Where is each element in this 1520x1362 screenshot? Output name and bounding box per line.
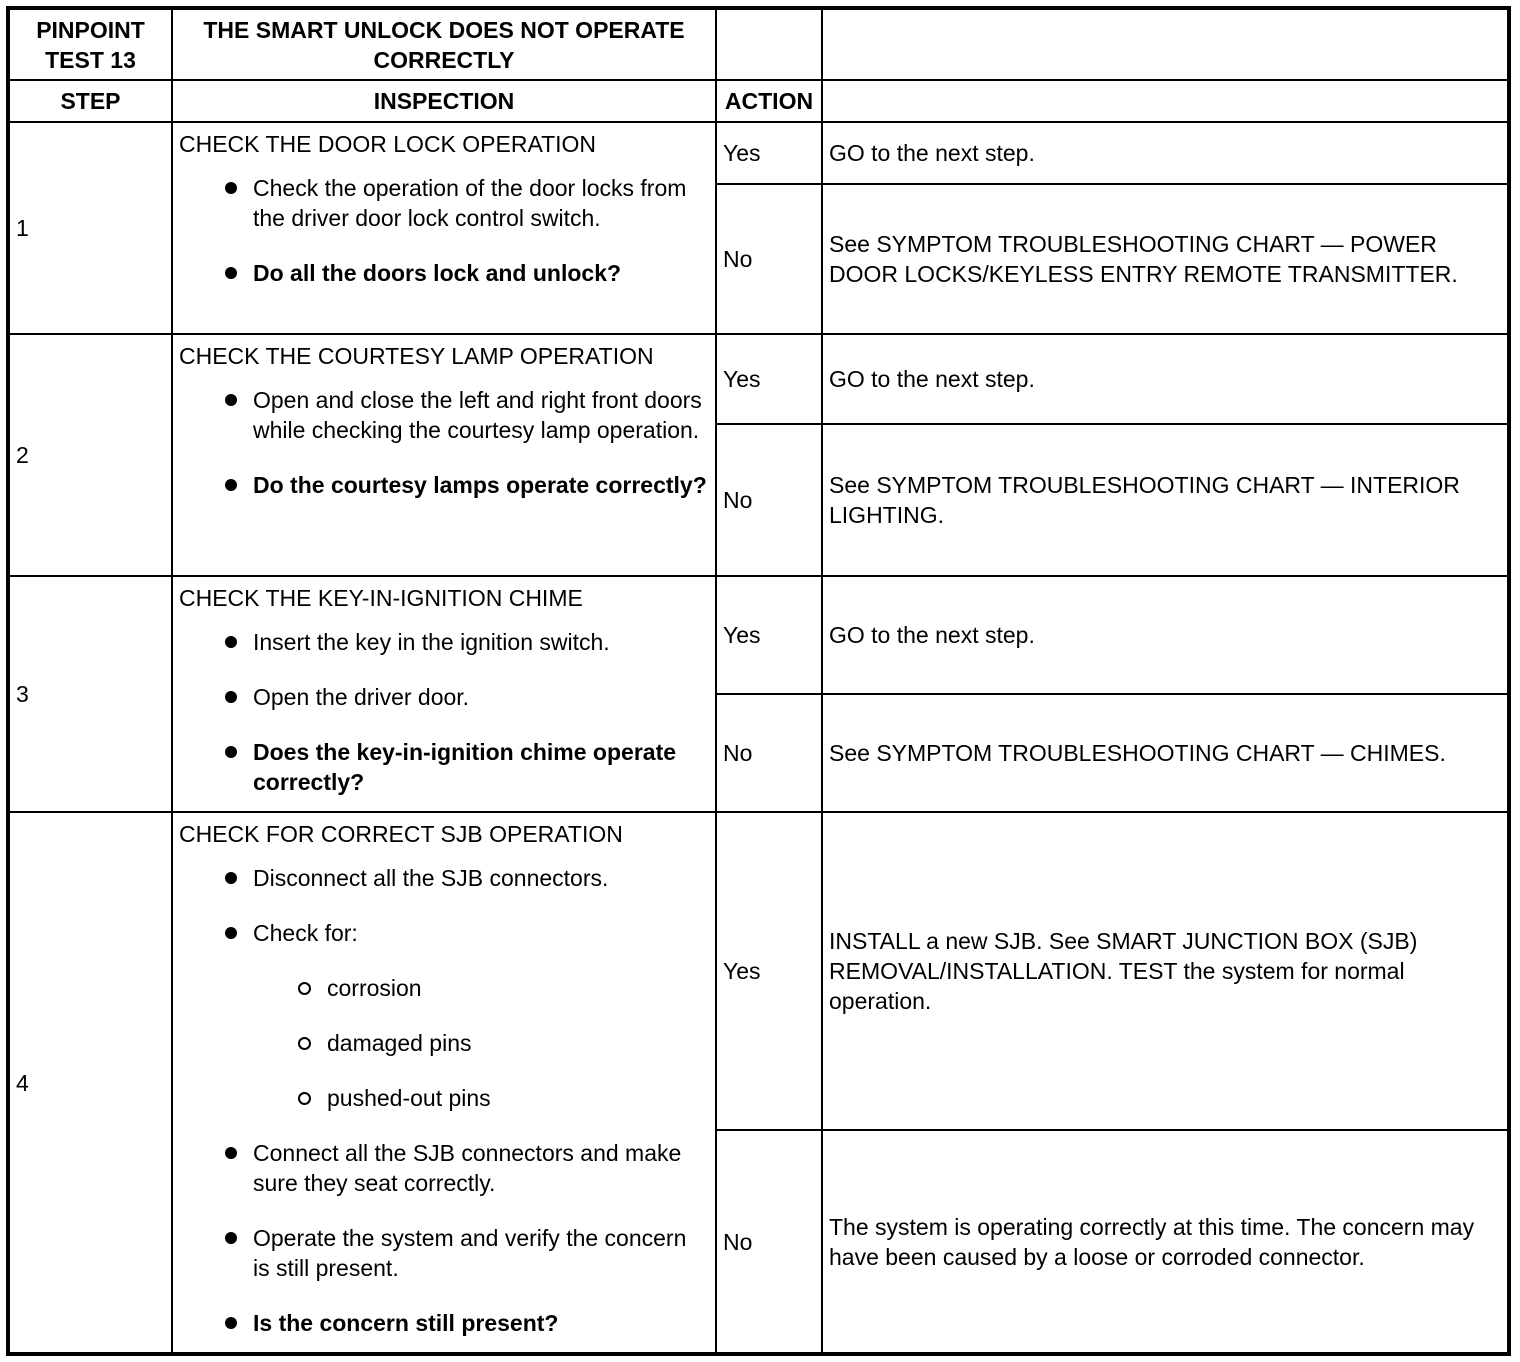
col-header-action: ACTION [716,80,822,122]
question-bullet: Do the courtesy lamps operate correctly? [223,470,709,500]
empty-header-cell [822,80,1509,122]
bullet-item: Disconnect all the SJB connectors. [223,863,709,893]
no-action: The system is operating correctly at this time. The concern may have been caused by a loose or corroded connector. [822,1130,1509,1354]
bullet-list [179,173,709,288]
step-1-inspection [172,122,716,334]
no-action: See SYMPTOM TROUBLESHOOTING CHART — POWER DOOR LOCKS/KEYLESS ENTRY REMOTE TRANSMITTER. [822,184,1509,334]
no-label: No [716,694,822,812]
step-3-yes-row [8,576,1509,694]
yes-action: GO to the next step. [822,122,1509,184]
bullet-item: Operate the system and verify the concern is still present. [223,1223,709,1283]
yes-label: Yes [716,334,822,424]
sub-bullet-list [253,973,709,1113]
no-action: See SYMPTOM TROUBLESHOOTING CHART — INTERIOR LIGHTING. [822,424,1509,576]
step-number: 3 [8,576,172,812]
step-1-yes-row [8,122,1509,184]
bullet-item-check-for [223,918,709,1113]
step-4-inspection [172,812,716,1354]
yes-label: Yes [716,576,822,694]
step-title: CHECK THE KEY-IN-IGNITION CHIME [179,585,583,611]
no-label: No [716,184,822,334]
bullet-list [179,627,709,797]
step-4-yes-row [8,812,1509,1130]
question-bullet: Is the concern still present? [223,1308,709,1338]
step-2-yes-row [8,334,1509,424]
step-number: 4 [8,812,172,1354]
title-row [8,8,1509,80]
empty-header-cell [716,8,822,80]
bullet-item: Check the operation of the door locks from the driver door lock control switch. [223,173,709,233]
no-label: No [716,424,822,576]
yes-action: GO to the next step. [822,334,1509,424]
yes-label: Yes [716,812,822,1130]
step-3-inspection [172,576,716,812]
bullet-item: Open and close the left and right front doors while checking the courtesy lamp operation. [223,385,709,445]
empty-header-cell [822,8,1509,80]
yes-action: GO to the next step. [822,576,1509,694]
col-header-step: STEP [8,80,172,122]
step-title: CHECK THE COURTESY LAMP OPERATION [179,343,654,369]
col-header-inspection: INSPECTION [172,80,716,122]
bullet-item: Open the driver door. [223,682,709,712]
bullet-text: Check for: [253,920,358,946]
pinpoint-test-table [6,6,1511,1356]
step-2-inspection [172,334,716,576]
step-title: CHECK THE DOOR LOCK OPERATION [179,131,597,157]
step-number: 2 [8,334,172,576]
column-header-row [8,80,1509,122]
sub-bullet-item: damaged pins [297,1028,709,1058]
sub-bullet-item: corrosion [297,973,709,1003]
step-number: 1 [8,122,172,334]
bullet-list [179,863,709,1338]
step-title: CHECK FOR CORRECT SJB OPERATION [179,821,623,847]
bullet-item: Connect all the SJB connectors and make sure they seat correctly. [223,1138,709,1198]
yes-action: INSTALL a new SJB. See SMART JUNCTION BOX (SJB) REMOVAL/INSTALLATION. TEST the system for normal operation. [822,812,1509,1130]
test-title: THE SMART UNLOCK DOES NOT OPERATE CORRECTLY [172,8,716,80]
question-bullet: Does the key-in-ignition chime operate correctly? [223,737,709,797]
test-label: PINPOINT TEST 13 [8,8,172,80]
bullet-item: Insert the key in the ignition switch. [223,627,709,657]
yes-label: Yes [716,122,822,184]
question-bullet: Do all the doors lock and unlock? [223,258,709,288]
sub-bullet-item: pushed-out pins [297,1083,709,1113]
no-label: No [716,1130,822,1354]
bullet-list [179,385,709,500]
no-action: See SYMPTOM TROUBLESHOOTING CHART — CHIMES. [822,694,1509,812]
